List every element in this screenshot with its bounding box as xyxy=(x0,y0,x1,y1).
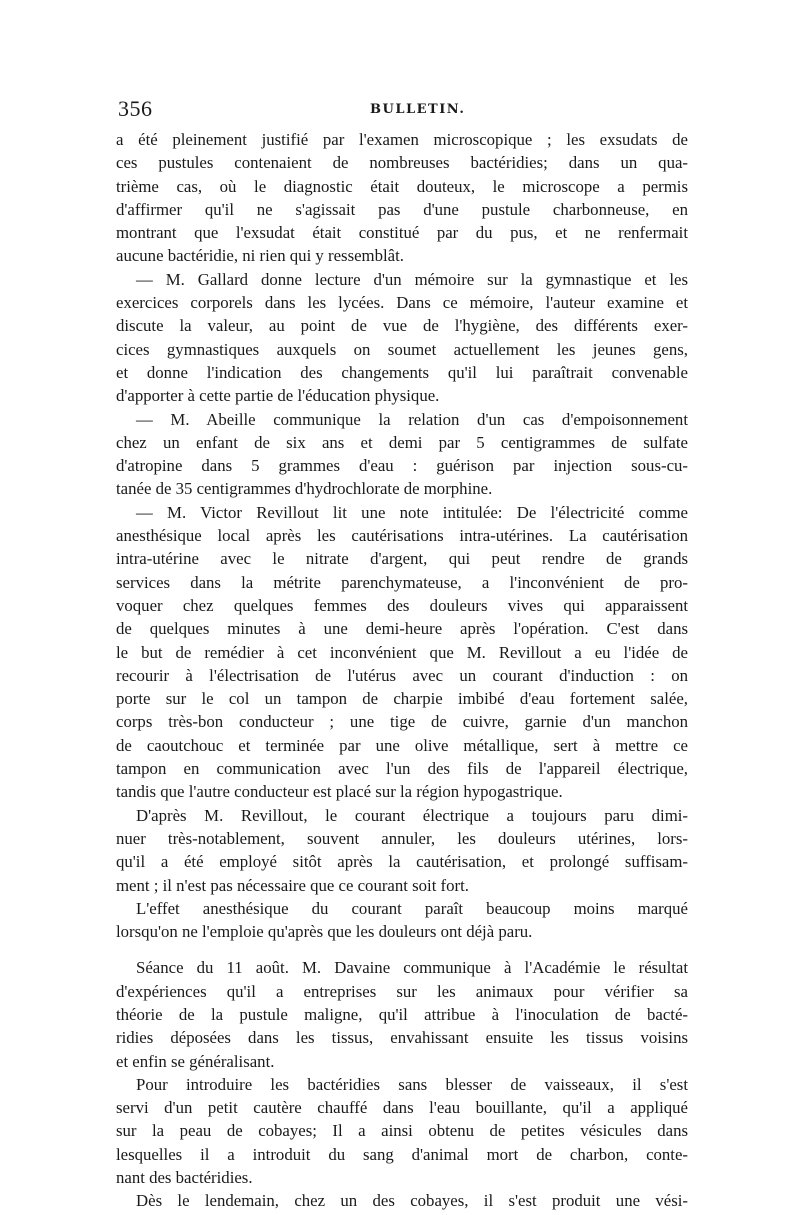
text-line: — M. Victor Revillout lit une note intitulée: De l'électricité comme xyxy=(136,502,688,522)
text-line: Séance du 11 août. M. Davaine communique à l'Académie le résultat xyxy=(136,958,688,978)
text-line: tanée de 35 centigrammes d'hydrochlorate de morphine. xyxy=(116,479,493,499)
text-line: d'atropine dans 5 grammes d'eau : guérison par injection sous-cu- xyxy=(116,456,688,476)
text-line: ridies déposées dans les tissus, envahissant ensuite les tissus voisins xyxy=(116,1028,688,1048)
text-line: aucune bactéridie, ni rien qui y ressemblât. xyxy=(116,246,404,266)
text-line: trième cas, où le diagnostic était douteux, le microscope a permis xyxy=(116,176,688,196)
text-line: chez un enfant de six ans et demi par 5 centigrammes de sulfate xyxy=(116,432,688,452)
page-number: 356 xyxy=(118,96,153,121)
text-line: le but de remédier à cet inconvénient que M. Revillout a eu l'idée de xyxy=(116,642,688,662)
text-line: servi d'un petit cautère chauffé dans l'eau bouillante, qu'il a appliqué xyxy=(116,1098,688,1118)
text-line: D'après M. Revillout, le courant électrique a toujours paru dimi- xyxy=(136,805,688,825)
text-line: nuer très-notablement, souvent annuler, les douleurs utérines, lors- xyxy=(116,828,688,848)
text-line: nant des bactéridies. xyxy=(116,1168,253,1188)
text-line: qu'il a été employé sitôt après la cautérisation, et prolongé suffisam- xyxy=(116,852,688,872)
page-header xyxy=(118,96,688,126)
text-line: d'apporter à cette partie de l'éducation physique. xyxy=(116,386,440,406)
text-line: a été pleinement justifié par l'examen microscopique ; les exsudats de xyxy=(116,130,688,149)
text-line: de quelques minutes à une demi-heure après l'opération. C'est dans xyxy=(116,619,688,639)
text-line: anesthésique local après les cautérisations intra-utérines. La cautérisation xyxy=(116,526,688,546)
text-line: services dans la métrite parenchymateuse, a l'inconvénient de pro- xyxy=(116,572,688,592)
text-line: tampon en communication avec l'un des fils de l'appareil électrique, xyxy=(116,759,688,779)
section-gap xyxy=(116,943,688,956)
text-line: tandis que l'autre conducteur est placé sur la région hypogastrique. xyxy=(116,782,563,802)
text-line: d'expériences qu'il a entreprises sur les animaux pour vérifier sa xyxy=(116,981,688,1001)
text-line: lesquelles il a introduit du sang d'animal mort de charbon, conte- xyxy=(116,1144,688,1164)
text-line: cices gymnastiques auxquels on soumet actuellement les jeunes gens, xyxy=(116,339,688,359)
text-line: de caoutchouc et terminée par une olive métallique, sert à mettre ce xyxy=(116,735,688,755)
text-line: théorie de la pustule maligne, qu'il attribue à l'inoculation de bacté- xyxy=(116,1004,688,1024)
text-line: — M. Abeille communique la relation d'un cas d'empoisonnement xyxy=(136,409,688,429)
text-line: discute la valeur, au point de vue de l'hygiène, des différents exer- xyxy=(116,316,688,336)
text-line: Dès le lendemain, chez un des cobayes, il s'est produit une vési- xyxy=(136,1191,688,1211)
text-line: lorsqu'on ne l'emploie qu'après que les douleurs ont déjà paru. xyxy=(116,922,533,942)
body-text xyxy=(116,128,688,1213)
text-line: sur la peau de cobayes; Il a ainsi obtenu de petites vésicules dans xyxy=(116,1121,688,1141)
text-line: exercices corporels dans les lycées. Dans ce mémoire, l'auteur examine et xyxy=(116,293,688,313)
text-line: — M. Gallard donne lecture d'un mémoire sur la gymnastique et les xyxy=(136,269,688,289)
text-line: ces pustules contenaient de nombreuses bactéridies; dans un qua- xyxy=(116,153,688,173)
text-line: corps très-bon conducteur ; une tige de cuivre, garnie d'un manchon xyxy=(116,712,688,732)
running-head: BULLETIN. xyxy=(370,102,466,117)
text-line: recourir à l'électrisation de l'utérus avec un courant d'induction : on xyxy=(116,665,688,685)
text-line: ment ; il n'est pas nécessaire que ce courant soit fort. xyxy=(116,875,469,895)
text-line: voquer chez quelques femmes des douleurs vives qui apparaissent xyxy=(116,595,688,615)
text-line: montrant que l'exsudat était constitué par du pus, et ne renfermait xyxy=(116,223,688,243)
text-line: intra-utérine avec le nitrate d'argent, qui peut rendre de grands xyxy=(116,549,688,569)
text-line: L'effet anesthésique du courant paraît beaucoup moins marqué xyxy=(136,898,688,918)
text-line: porte sur le col un tampon de charpie imbibé d'eau fortement salée, xyxy=(116,689,688,709)
text-line: et enfin se généralisant. xyxy=(116,1051,275,1071)
text-line: d'affirmer qu'il ne s'agissait pas d'une pustule charbonneuse, en xyxy=(116,199,688,219)
text-line: et donne l'indication des changements qu'il lui paraîtrait convenable xyxy=(116,362,688,382)
text-line: Pour introduire les bactéridies sans blesser de vaisseaux, il s'est xyxy=(136,1074,688,1094)
